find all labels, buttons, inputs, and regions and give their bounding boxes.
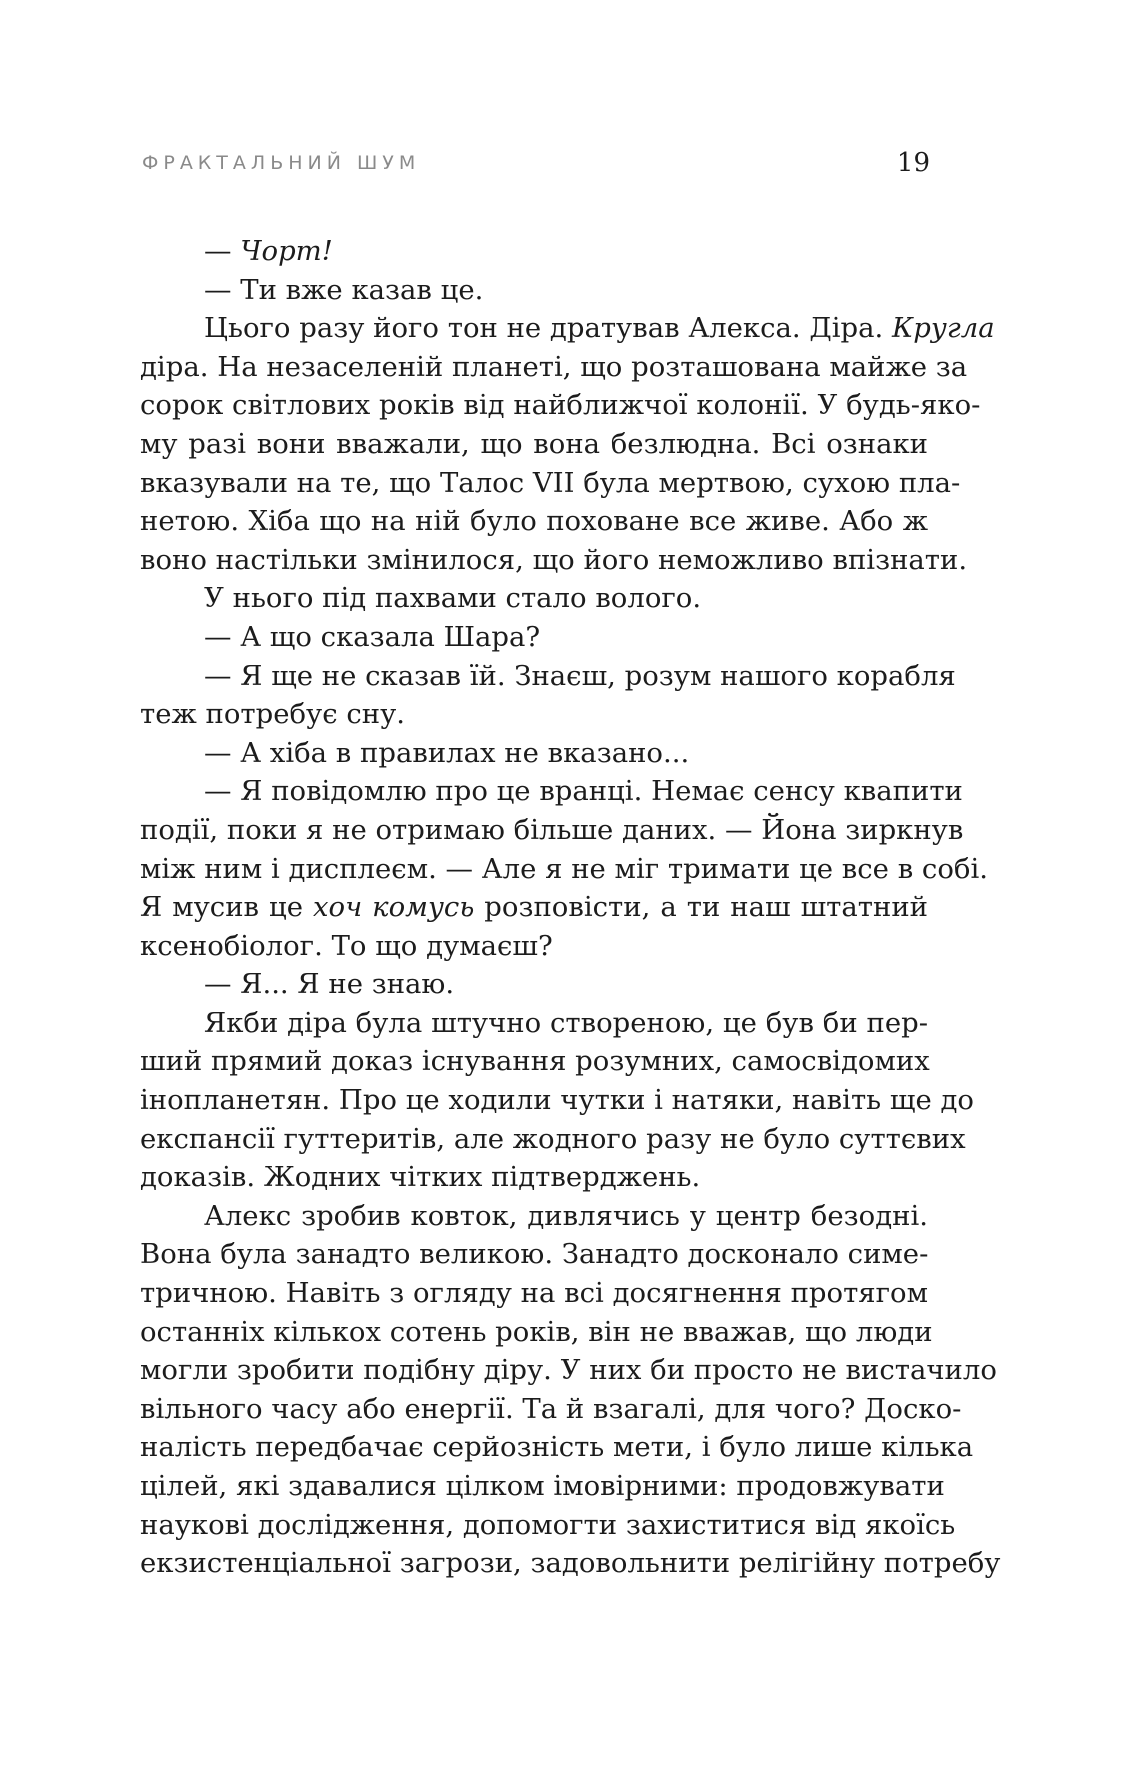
text-line: — Я повідомлю про це вранці. Немає сенсу квапити [204,775,963,808]
text-line: налість передбачає серйозність мети, і було лише кілька [140,1431,974,1464]
text-line: — Чорт! [204,235,333,267]
text-line: вільного часу або енергії. Та й взагалі, для чого? Доско- [140,1392,962,1425]
text-line: вказували на те, що Талос VII була мертвою, сухою пла- [140,466,961,499]
text-line: Я мусив це хоч комусь розповісти, а ти наш штатний [140,891,928,924]
text-line: ший прямий доказ існування розумних, самосвідомих [140,1045,930,1078]
page-number: 19 [896,148,930,178]
text-line: му разі вони вважали, що вона безлюдна. Всі ознаки [140,427,928,460]
text-line: останніх кількох сотень років, він не вважав, що люди [140,1315,933,1348]
text-line: цілей, які здавалися цілком імовірними: продовжувати [140,1470,945,1502]
text-line: наукові дослідження, допомогти захиститися від якоїсь [140,1508,956,1541]
text-line: Алекс зробив ковток, дивлячись у центр безодні. [204,1199,928,1232]
text-line: між ним і дисплеєм. — Але я не міг тримати це все в собі. [140,852,988,885]
text-line: Якби діра була штучно створеною, це був би пер- [204,1006,928,1039]
text-line: Цього разу його тон не дратував Алекса. Діра. Кругла [204,312,995,345]
text-line: сорок світлових років від найближчої колонії. У будь-яко- [140,389,981,422]
text-line: доказів. Жодних чітких підтверджень. [140,1161,701,1194]
text-line: ксенобіолог. То що думаєш? [140,929,553,962]
text-line: У нього під пахвами стало волого. [204,582,702,615]
text-line: теж потребує сну. [140,698,406,731]
text-line: діра. На незаселеній планеті, що розташована майже за [140,350,968,383]
italic-emphasis: Кругла [892,312,995,345]
text-line: екзистенціальної загрози, задовольнити релігійну потребу [140,1547,1001,1580]
text-line: події, поки я не отримаю більше даних. — Йона зиркнув [140,813,964,846]
text-line: Вона була занадто великою. Занадто досконало симе- [140,1238,929,1271]
text-line: могли зробити подібну діру. У них би просто не вистачило [140,1354,997,1387]
italic-emphasis: Чорт! [240,235,333,267]
text-line: інопланетян. Про це ходили чутки і натяки, навіть ще до [140,1084,974,1117]
text-line: тричною. Навіть з огляду на всі досягнення протягом [140,1277,928,1310]
italic-emphasis: хоч комусь [313,891,475,924]
text-line: — Я ще не сказав їй. Знаєш, розум нашого корабля [204,659,956,692]
running-title: ФРАКТАЛЬНИЙ ШУМ [142,152,421,174]
text-line: — А що сказала Шара? [204,620,541,653]
text-line: нетою. Хіба що на ній було поховане все живе. Або ж [140,505,928,538]
text-line: — А хіба в правилах не вказано... [204,736,690,769]
text-line: — Ти вже казав це. [204,273,484,306]
text-line: експансії гуттеритів, але жодного разу не було суттєвих [140,1122,966,1155]
text-line: воно настільки змінилося, що його неможливо впізнати. [140,543,968,576]
text-line: — Я... Я не знаю. [204,968,455,1001]
body-text [140,232,1001,1583]
